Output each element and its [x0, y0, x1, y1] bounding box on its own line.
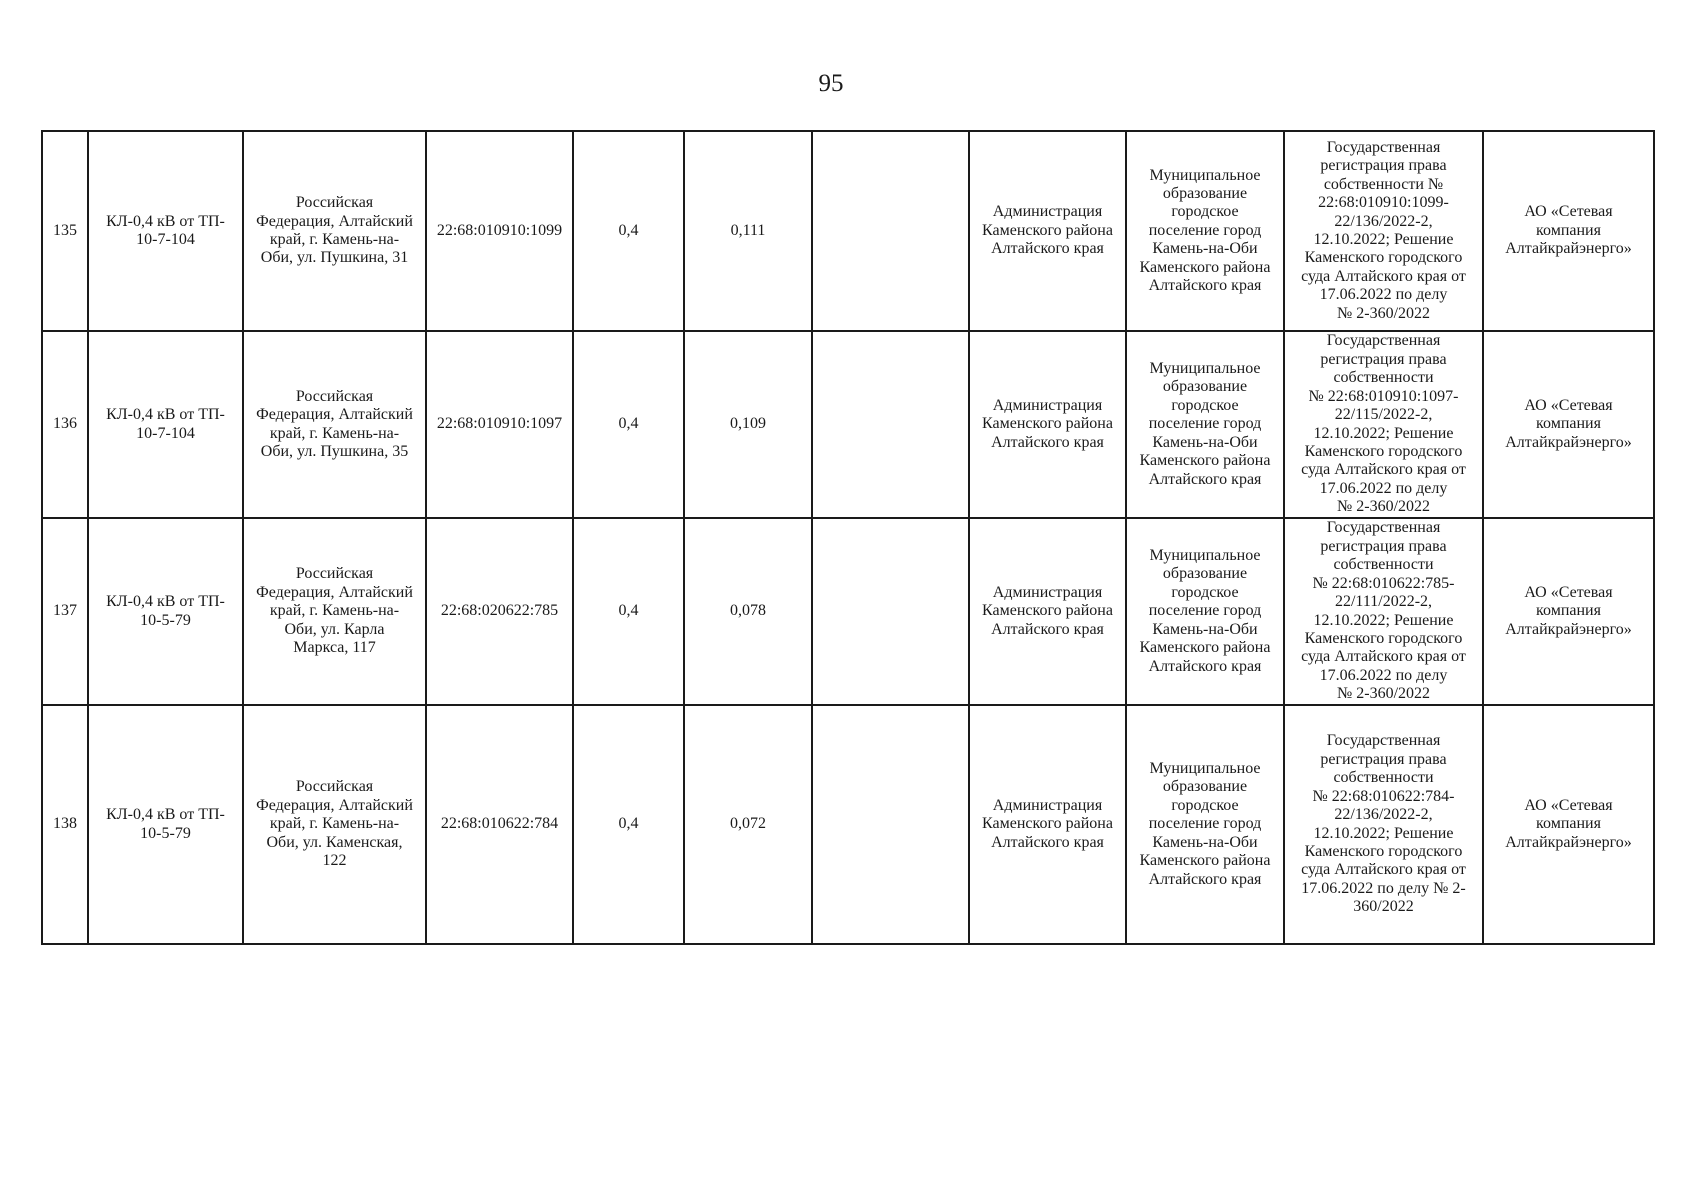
- registration-cell: Государственная регистрация права собственности № 22:68:010622:785- 22/111/2022-2, 12.10.2022; Решение Каменского городского суда Алтайского края от 17.06.2022 по делу № 2-360/2022: [1284, 518, 1483, 705]
- voltage-cell: 0,4: [573, 705, 684, 944]
- cadastral-number-cell: 22:68:020622:785: [426, 518, 573, 705]
- length-cell: 0,072: [684, 705, 812, 944]
- administration-cell: Администрация Каменского района Алтайского края: [969, 705, 1126, 944]
- line-name-cell: КЛ-0,4 кВ от ТП- 10-5-79: [88, 705, 243, 944]
- row-number-cell: 137: [42, 518, 88, 705]
- row-number-cell: 136: [42, 331, 88, 518]
- cadastral-number-cell: 22:68:010910:1097: [426, 331, 573, 518]
- address-cell: Российская Федерация, Алтайский край, г. Камень-на- Оби, ул. Пушкина, 31: [243, 131, 426, 331]
- cadastral-number-cell: 22:68:010910:1099: [426, 131, 573, 331]
- registry-table: [41, 130, 1655, 945]
- length-cell: 0,109: [684, 331, 812, 518]
- table-row: [42, 131, 1654, 331]
- municipality-cell: Муниципальное образование городское поселение город Камень-на-Оби Каменского района Алтайского края: [1126, 518, 1284, 705]
- owner-cell: АО «Сетевая компания Алтайкрайэнерго»: [1483, 705, 1654, 944]
- line-name-cell: КЛ-0,4 кВ от ТП- 10-5-79: [88, 518, 243, 705]
- voltage-cell: 0,4: [573, 518, 684, 705]
- empty-cell: [812, 131, 969, 331]
- administration-cell: Администрация Каменского района Алтайского края: [969, 518, 1126, 705]
- empty-cell: [812, 331, 969, 518]
- page-number: 95: [818, 70, 844, 97]
- voltage-cell: 0,4: [573, 331, 684, 518]
- row-number-cell: 135: [42, 131, 88, 331]
- administration-cell: Администрация Каменского района Алтайского края: [969, 131, 1126, 331]
- address-cell: Российская Федерация, Алтайский край, г. Камень-на- Оби, ул. Карла Маркса, 117: [243, 518, 426, 705]
- row-number-cell: 138: [42, 705, 88, 944]
- voltage-cell: 0,4: [573, 131, 684, 331]
- line-name-cell: КЛ-0,4 кВ от ТП- 10-7-104: [88, 331, 243, 518]
- table-row: [42, 331, 1654, 518]
- owner-cell: АО «Сетевая компания Алтайкрайэнерго»: [1483, 331, 1654, 518]
- address-cell: Российская Федерация, Алтайский край, г. Камень-на- Оби, ул. Каменская, 122: [243, 705, 426, 944]
- empty-cell: [812, 705, 969, 944]
- address-cell: Российская Федерация, Алтайский край, г. Камень-на- Оби, ул. Пушкина, 35: [243, 331, 426, 518]
- table-row: [42, 705, 1654, 944]
- length-cell: 0,111: [684, 131, 812, 331]
- line-name-cell: КЛ-0,4 кВ от ТП- 10-7-104: [88, 131, 243, 331]
- registration-cell: Государственная регистрация права собственности № 22:68:010622:784- 22/136/2022-2, 12.10.2022; Решение Каменского городского суда Алтайского края от 17.06.2022 по делу № 2- 360/2022: [1284, 705, 1483, 944]
- registration-cell: Государственная регистрация права собственности № 22:68:010910:1097- 22/115/2022-2, 12.10.2022; Решение Каменского городского суда Алтайского края от 17.06.2022 по делу № 2-360/2022: [1284, 331, 1483, 518]
- length-cell: 0,078: [684, 518, 812, 705]
- registration-cell: Государственная регистрация права собственности № 22:68:010910:1099- 22/136/2022-2, 12.10.2022; Решение Каменского городского суда Алтайского края от 17.06.2022 по делу № 2-360/2022: [1284, 131, 1483, 331]
- empty-cell: [812, 518, 969, 705]
- cadastral-number-cell: 22:68:010622:784: [426, 705, 573, 944]
- municipality-cell: Муниципальное образование городское поселение город Камень-на-Оби Каменского района Алтайского края: [1126, 331, 1284, 518]
- municipality-cell: Муниципальное образование городское поселение город Камень-на-Оби Каменского района Алтайского края: [1126, 705, 1284, 944]
- municipality-cell: Муниципальное образование городское поселение город Камень-на-Оби Каменского района Алтайского края: [1126, 131, 1284, 331]
- owner-cell: АО «Сетевая компания Алтайкрайэнерго»: [1483, 518, 1654, 705]
- administration-cell: Администрация Каменского района Алтайского края: [969, 331, 1126, 518]
- owner-cell: АО «Сетевая компания Алтайкрайэнерго»: [1483, 131, 1654, 331]
- table-row: [42, 518, 1654, 705]
